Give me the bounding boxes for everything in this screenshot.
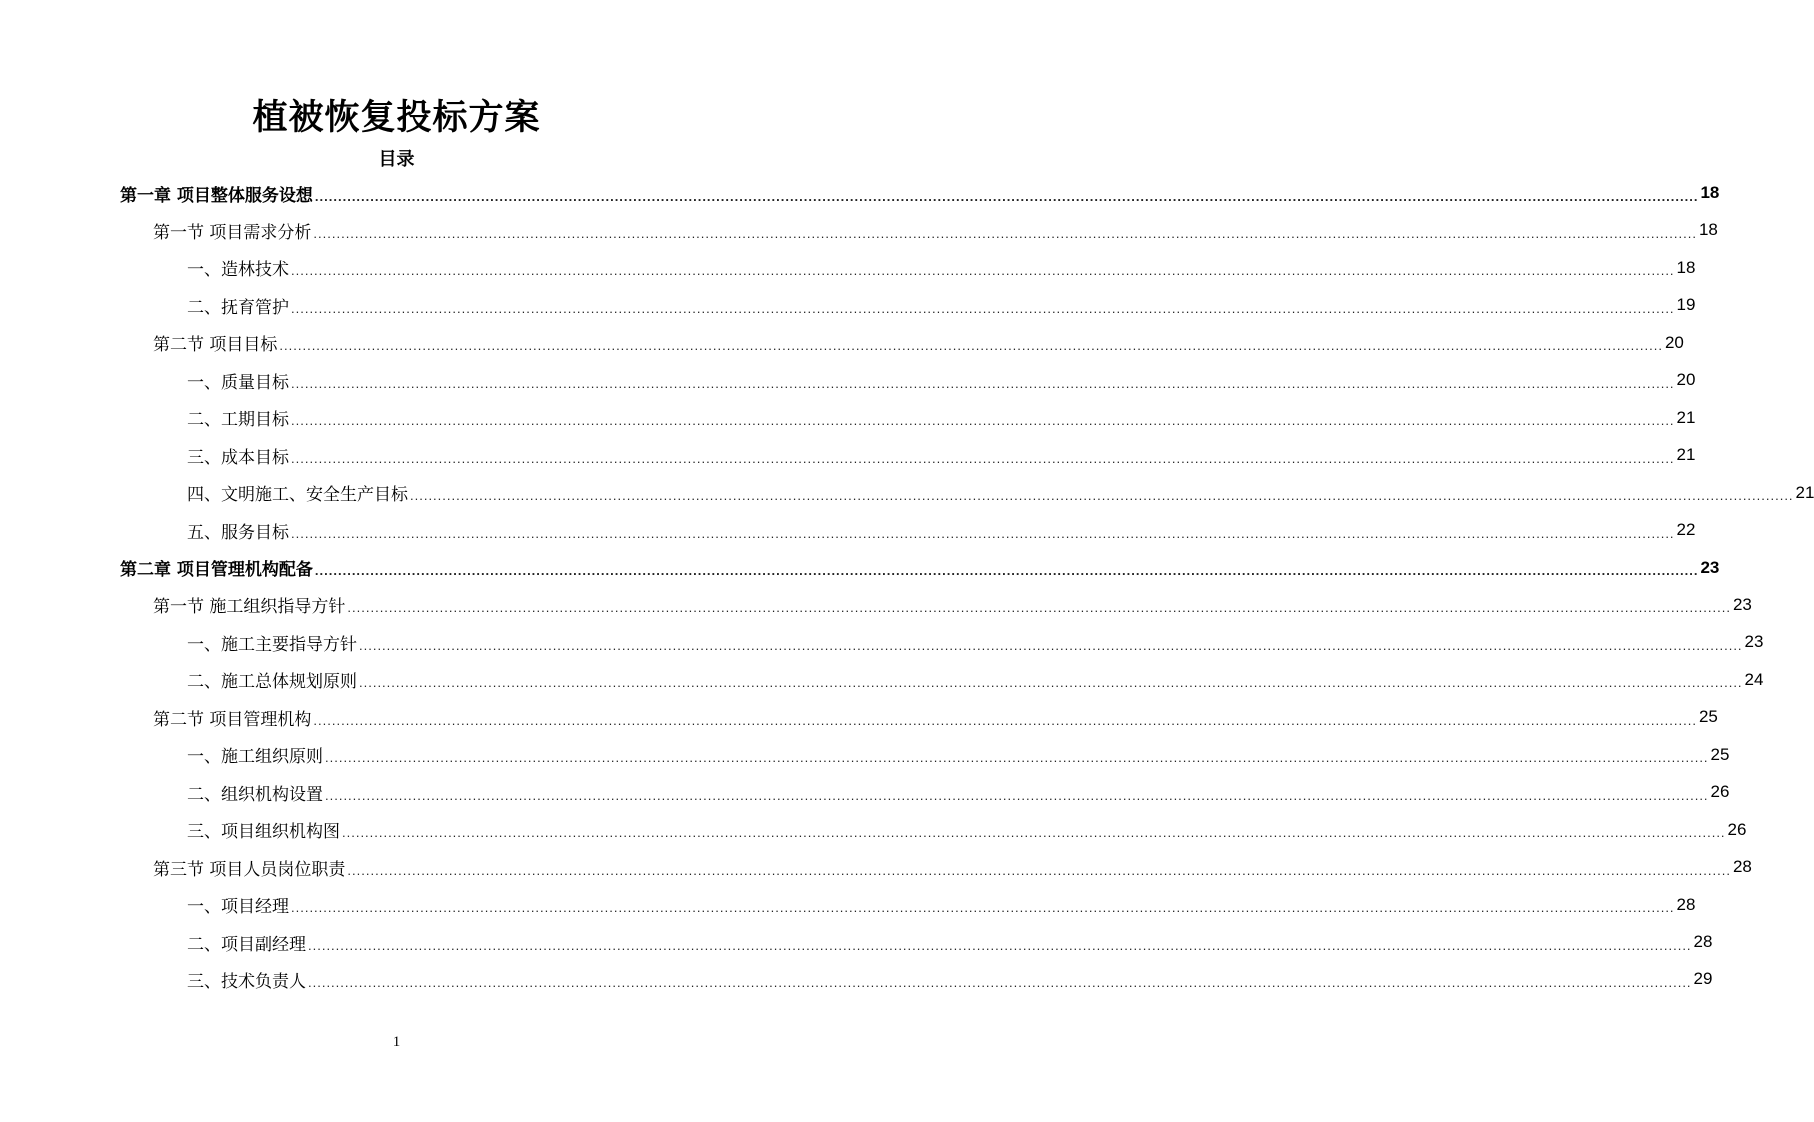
toc-entry-page: 28	[1693, 932, 1713, 951]
toc-entry-label: 第三节 项目人员岗位职责	[153, 859, 346, 880]
toc-entry-page: 25	[1698, 707, 1718, 727]
toc-entry-page: 25	[1710, 744, 1730, 764]
toc-entry-page: 18	[1676, 257, 1696, 277]
toc-entry[interactable]	[187, 924, 1713, 960]
toc-entry[interactable]	[187, 512, 1696, 548]
toc-entry-page: 19	[1676, 295, 1696, 315]
toc-entry-label: 三、项目组织机构图	[187, 822, 340, 843]
toc-entry-page: 18	[1700, 183, 1720, 202]
toc-entry[interactable]	[153, 212, 1718, 248]
toc-entry[interactable]	[120, 175, 1720, 211]
toc-entry[interactable]	[187, 437, 1696, 473]
dot-leader: ............................................................................................................................................................................................................................................................................................................	[359, 675, 1743, 691]
toc-entry-page: 23	[1744, 632, 1764, 652]
dot-leader: ............................................................................................................................................................................................................................................................................................................	[347, 862, 1731, 878]
toc-entry-page: 21	[1676, 407, 1696, 427]
toc-entry-label: 第二节 项目目标	[153, 335, 278, 356]
toc-entry-page: 23	[1700, 557, 1720, 577]
toc-entry-page: 18	[1698, 220, 1718, 240]
toc-entry-label: 第二节 项目管理机构	[153, 709, 312, 730]
toc-entry-label: 三、技术负责人	[187, 971, 306, 992]
toc-entry[interactable]	[187, 362, 1696, 398]
toc-entry-label: 五、服务目标	[187, 522, 289, 543]
toc-entry-page: 21	[1795, 482, 1814, 502]
toc-entry-label: 一、造林技术	[187, 260, 289, 281]
dot-leader: ............................................................................................................................................................................................................................................................................................................	[325, 750, 1709, 766]
dot-leader: ............................................................................................................................................................................................................................................................................................................	[314, 188, 1699, 204]
dot-leader: ............................................................................................................................................................................................................................................................................................................	[291, 413, 1675, 429]
dot-leader: ............................................................................................................................................................................................................................................................................................................	[291, 450, 1675, 466]
dot-leader: ............................................................................................................................................................................................................................................................................................................	[308, 974, 1692, 990]
dot-leader: ............................................................................................................................................................................................................................................................................................................	[313, 712, 1697, 728]
toc-entry[interactable]	[187, 475, 1814, 511]
toc-entry[interactable]	[187, 812, 1747, 848]
dot-leader: ............................................................................................................................................................................................................................................................................................................	[325, 787, 1709, 803]
toc-entry-label: 第一节 项目需求分析	[153, 222, 312, 243]
toc-entry-page: 29	[1693, 969, 1713, 989]
toc-entry[interactable]	[187, 250, 1696, 286]
toc-entry-label: 一、施工组织原则	[187, 747, 323, 768]
toc-entry[interactable]	[153, 325, 1684, 361]
dot-leader: ............................................................................................................................................................................................................................................................................................................	[291, 525, 1675, 541]
dot-leader: ............................................................................................................................................................................................................................................................................................................	[291, 263, 1675, 279]
toc-entry-label: 四、文明施工、安全生产目标	[187, 485, 408, 506]
dot-leader: ............................................................................................................................................................................................................................................................................................................	[291, 375, 1675, 391]
dot-leader: ............................................................................................................................................................................................................................................................................................................	[347, 600, 1731, 616]
toc-entry[interactable]	[120, 550, 1720, 586]
toc-entry-label: 一、施工主要指导方针	[187, 634, 357, 655]
dot-leader: ............................................................................................................................................................................................................................................................................................................	[313, 225, 1697, 241]
toc-entry-label: 一、项目经理	[187, 897, 289, 918]
toc-entry[interactable]	[187, 961, 1713, 997]
dot-leader: ............................................................................................................................................................................................................................................................................................................	[308, 937, 1692, 953]
toc-entry-page: 28	[1732, 857, 1752, 877]
toc-entry-page: 20	[1676, 370, 1696, 390]
toc-heading: 目录	[378, 149, 415, 170]
toc-entry-label: 二、组织机构设置	[187, 784, 323, 805]
toc-entry-page: 26	[1710, 782, 1730, 802]
toc-entry[interactable]	[153, 699, 1718, 735]
toc-entry-label: 二、施工总体规划原则	[187, 672, 357, 693]
dot-leader: ............................................................................................................................................................................................................................................................................................................	[314, 563, 1699, 578]
toc-entry-page: 21	[1676, 445, 1696, 465]
dot-leader: ............................................................................................................................................................................................................................................................................................................	[359, 637, 1743, 653]
toc-entry-page: 24	[1744, 669, 1764, 689]
toc-entry[interactable]	[187, 662, 1764, 698]
toc-entry-label: 二、工期目标	[187, 410, 289, 431]
dot-leader: ............................................................................................................................................................................................................................................................................................................	[279, 338, 1663, 354]
toc-entry-label: 第二章 项目管理机构配备	[120, 560, 313, 580]
toc-entry-page: 22	[1676, 520, 1696, 540]
dot-leader: ............................................................................................................................................................................................................................................................................................................	[291, 300, 1675, 316]
toc-entry-label: 第一节 施工组织指导方针	[153, 597, 346, 618]
toc-entry[interactable]	[187, 400, 1696, 436]
toc-entry[interactable]	[187, 287, 1696, 323]
toc-entry-page: 23	[1732, 594, 1752, 614]
page-number: 1	[392, 1034, 401, 1050]
toc-entry[interactable]	[187, 624, 1764, 660]
toc-entry[interactable]	[187, 887, 1696, 923]
toc-entry[interactable]	[153, 587, 1752, 623]
toc-entry-label: 一、质量目标	[187, 372, 289, 393]
toc-entry-page: 26	[1727, 819, 1747, 839]
toc-entry-page: 28	[1676, 894, 1696, 914]
toc-entry-page: 20	[1664, 332, 1684, 352]
toc-entry[interactable]	[187, 774, 1730, 810]
toc-entry-label: 三、成本目标	[187, 447, 289, 468]
toc-entry[interactable]	[153, 849, 1752, 885]
document-title: 植被恢复投标方案	[252, 98, 541, 138]
toc-entry[interactable]	[187, 737, 1730, 773]
dot-leader: ............................................................................................................................................................................................................................................................................................................	[342, 825, 1726, 841]
toc-entry-label: 第一章 项目整体服务设想	[120, 185, 313, 206]
toc-entry-label: 二、项目副经理	[187, 934, 306, 955]
toc-entry-label: 二、抚育管护	[187, 297, 289, 318]
dot-leader: ............................................................................................................................................................................................................................................................................................................	[410, 488, 1794, 504]
dot-leader: ............................................................................................................................................................................................................................................................................................................	[291, 900, 1675, 916]
